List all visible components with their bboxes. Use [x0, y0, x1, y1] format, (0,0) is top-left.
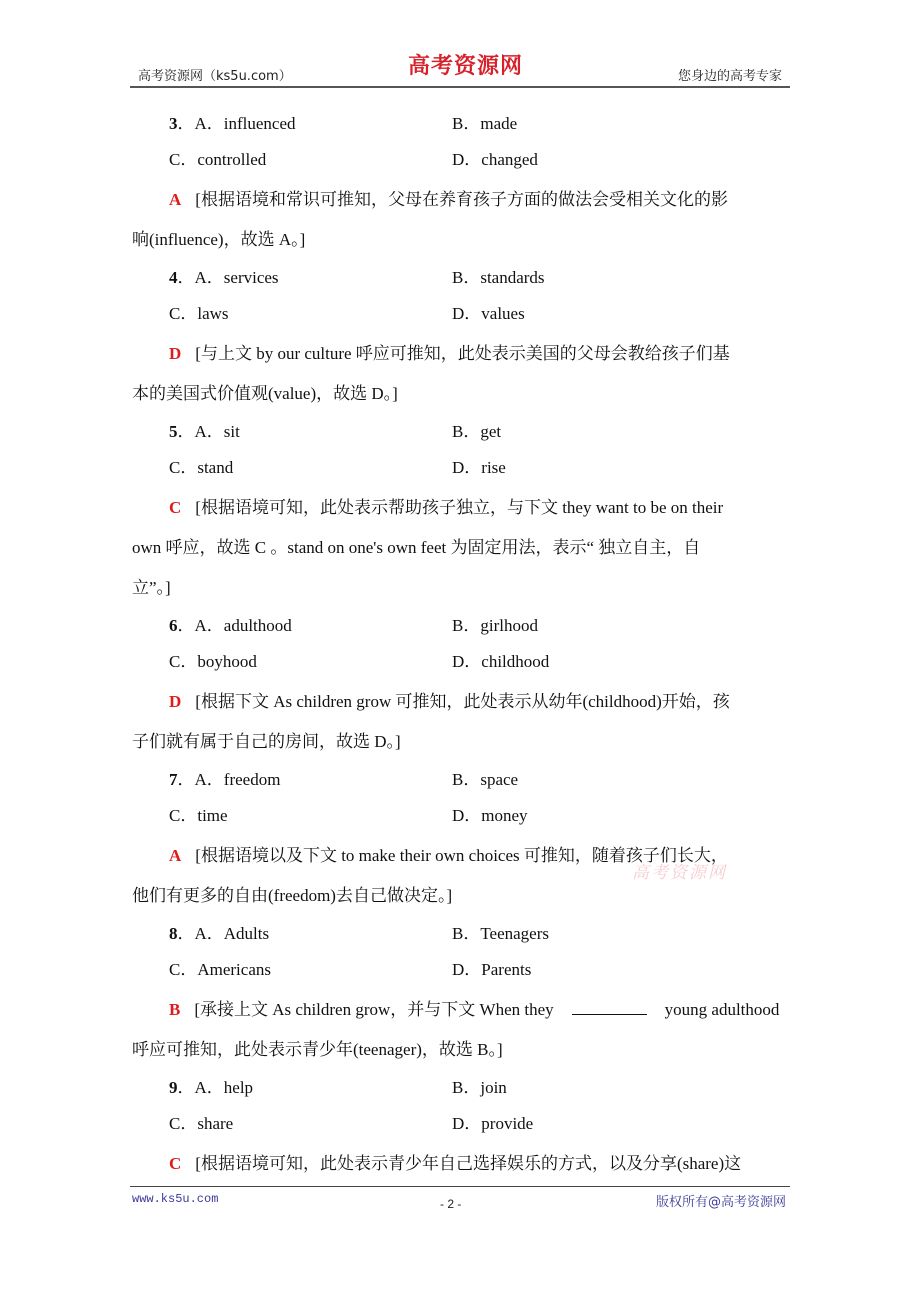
answer-explanation	[132, 488, 792, 608]
number-separator: ．	[177, 1078, 195, 1097]
option-text: boyhood	[197, 652, 257, 671]
option-label: D．	[452, 806, 482, 825]
option-label: A．	[194, 616, 224, 635]
options-row-cd	[132, 298, 792, 334]
options-row-ab	[132, 262, 792, 298]
question-9	[132, 1072, 792, 1184]
option-b	[452, 108, 517, 140]
option-d	[452, 452, 506, 484]
answer-explanation	[132, 1144, 792, 1184]
option-a	[169, 610, 292, 642]
option-label: D．	[452, 458, 482, 477]
option-label: C．	[169, 304, 198, 323]
option-b	[452, 262, 545, 294]
option-c	[169, 452, 233, 484]
explanation-line: 立”。]	[132, 578, 171, 597]
explanation-line: 本的美国式价值观(value)，故选 D。]	[132, 384, 398, 403]
option-label: B．	[452, 1078, 481, 1097]
option-text: space	[480, 770, 519, 789]
option-label: C．	[169, 806, 198, 825]
option-text: Adults	[223, 924, 270, 943]
options-row-ab	[132, 764, 792, 800]
watermark: 高考资源网	[632, 863, 727, 883]
question-4	[132, 262, 792, 414]
option-a	[169, 262, 279, 294]
question-5	[132, 416, 792, 608]
option-label: A．	[194, 924, 224, 943]
option-label: C．	[169, 960, 198, 979]
option-b	[452, 1072, 507, 1104]
header-slogan: 您身边的高考专家	[677, 69, 782, 84]
option-label: A．	[194, 422, 224, 441]
explanation-line	[132, 990, 792, 1030]
options-row-ab	[132, 416, 792, 452]
options-row-cd	[132, 452, 792, 488]
option-label: B．	[452, 268, 481, 287]
option-text: help	[223, 1078, 254, 1097]
question-6	[132, 610, 792, 762]
answer-key: A	[169, 846, 182, 865]
answer-key: C	[169, 498, 182, 517]
option-a	[169, 1072, 253, 1104]
option-label: D．	[452, 960, 482, 979]
option-label: C．	[169, 1114, 198, 1133]
option-b	[452, 918, 549, 950]
answer-explanation	[132, 990, 792, 1070]
option-c	[169, 954, 271, 986]
number-separator: ．	[177, 770, 195, 789]
question-number: 7	[169, 770, 178, 789]
option-text: Parents	[481, 960, 532, 979]
explanation-line	[132, 1144, 792, 1184]
option-text: get	[480, 422, 502, 441]
options-row-cd	[132, 144, 792, 180]
explanation-line: 呼应可推知，此处表示青少年(teenager)，故选 B。]	[132, 1040, 503, 1059]
option-text: controlled	[197, 150, 267, 169]
option-text: girlhood	[480, 616, 538, 635]
answer-key: D	[169, 344, 182, 363]
explanation-text: [根据语境以及下文 to make their own choices 可推知，随着孩子们长大，	[195, 846, 728, 865]
option-text: adulthood	[223, 616, 292, 635]
number-separator: ．	[177, 114, 195, 133]
option-text: share	[197, 1114, 234, 1133]
explanation-line: 响(influence)，故选 A。]	[132, 230, 306, 249]
option-text: standards	[480, 268, 545, 287]
number-separator: ．	[177, 268, 195, 287]
explanation-text: [承接上文 As children grow，并与下文 When they	[194, 1000, 554, 1019]
footer-copyright: 版权所有@高考资源网	[655, 1195, 786, 1210]
option-label: B．	[452, 616, 481, 635]
explanation-line	[132, 488, 792, 528]
option-label: B．	[452, 924, 481, 943]
explanation-line: own 呼应，故选 C 。stand on one's own feet 为固定用法，表示“ 独立自主，自	[132, 538, 701, 557]
option-label: D．	[452, 1114, 482, 1133]
option-label: D．	[452, 652, 482, 671]
answer-explanation	[132, 180, 792, 260]
answer-key: C	[169, 1154, 182, 1173]
option-text: Teenagers	[480, 924, 549, 943]
option-label: B．	[452, 770, 481, 789]
explanation-text: [与上文 by our culture 呼应可推知，此处表示美国的父母会教给孩子们基	[195, 344, 730, 363]
explanation-line	[132, 682, 792, 722]
option-c	[169, 144, 266, 176]
explanation-line	[132, 334, 792, 374]
option-text: made	[480, 114, 518, 133]
option-d	[452, 800, 528, 832]
answer-key: B	[169, 1000, 181, 1019]
answer-key: A	[169, 190, 182, 209]
option-label: C．	[169, 652, 198, 671]
explanation-text: [根据下文 As children grow 可推知，此处表示从幼年(childhood)开始，孩	[195, 692, 730, 711]
question-3	[132, 108, 792, 260]
option-label: A．	[194, 1078, 224, 1097]
question-list	[132, 108, 792, 1186]
number-separator: ．	[177, 924, 195, 943]
options-row-cd	[132, 800, 792, 836]
option-text: laws	[197, 304, 229, 323]
explanation-line: 子们就有属于自己的房间，故选 D。]	[132, 732, 401, 751]
option-label: C．	[169, 150, 198, 169]
answer-explanation	[132, 334, 792, 414]
number-separator: ．	[177, 422, 195, 441]
option-label: D．	[452, 304, 482, 323]
explanation-text: [根据语境可知，此处表示帮助孩子独立，与下文 they want to be on their	[195, 498, 724, 517]
option-label: B．	[452, 114, 481, 133]
option-a	[169, 416, 240, 448]
options-row-cd	[132, 646, 792, 682]
question-number: 4	[169, 268, 178, 287]
options-row-ab	[132, 108, 792, 144]
option-c	[169, 800, 228, 832]
question-number: 5	[169, 422, 178, 441]
fill-in-blank	[572, 1000, 647, 1015]
option-b	[452, 416, 501, 448]
option-text: stand	[197, 458, 234, 477]
header-logo: 高考资源网	[408, 53, 524, 79]
option-c	[169, 298, 229, 330]
footer-divider	[130, 1186, 790, 1187]
option-a	[169, 918, 269, 950]
option-text: freedom	[223, 770, 281, 789]
option-b	[452, 610, 538, 642]
explanation-text: young adulthood	[664, 1000, 780, 1019]
page-number: - 2 -	[440, 1197, 462, 1211]
option-text: money	[481, 806, 528, 825]
question-7	[132, 764, 792, 916]
question-number: 9	[169, 1078, 178, 1097]
explanation-line: 他们有更多的自由(freedom)去自己做决定。]	[132, 886, 453, 905]
option-label: A．	[194, 770, 224, 789]
question-number: 3	[169, 114, 178, 133]
options-row-ab	[132, 1072, 792, 1108]
option-a	[169, 764, 280, 796]
option-text: childhood	[481, 652, 550, 671]
question-8	[132, 918, 792, 1070]
answer-key: D	[169, 692, 182, 711]
option-text: services	[223, 268, 279, 287]
option-c	[169, 646, 257, 678]
option-d	[452, 144, 538, 176]
options-row-ab	[132, 918, 792, 954]
option-c	[169, 1108, 233, 1140]
number-separator: ．	[177, 616, 195, 635]
options-row-cd	[132, 954, 792, 990]
option-text: join	[480, 1078, 507, 1097]
explanation-line	[132, 180, 792, 220]
header-divider	[130, 86, 790, 88]
question-number: 8	[169, 924, 178, 943]
option-d	[452, 954, 531, 986]
options-row-ab	[132, 610, 792, 646]
option-d	[452, 298, 525, 330]
option-text: rise	[481, 458, 506, 477]
options-row-cd	[132, 1108, 792, 1144]
option-text: influenced	[223, 114, 296, 133]
question-number: 6	[169, 616, 178, 635]
option-a	[169, 108, 296, 140]
option-label: B．	[452, 422, 481, 441]
option-text: sit	[223, 422, 240, 441]
option-label: C．	[169, 458, 198, 477]
header-site-name: 高考资源网（ks5u.com）	[138, 69, 292, 84]
option-text: provide	[481, 1114, 534, 1133]
explanation-text: [根据语境可知，此处表示青少年自己选择娱乐的方式，以及分享(share)这	[195, 1154, 742, 1173]
option-label: D．	[452, 150, 482, 169]
option-text: values	[481, 304, 525, 323]
page-header	[130, 52, 790, 88]
option-label: A．	[194, 114, 224, 133]
option-text: Americans	[197, 960, 271, 979]
option-text: changed	[481, 150, 538, 169]
option-b	[452, 764, 518, 796]
footer-url: www.ks5u.com	[132, 1192, 219, 1206]
option-text: time	[197, 806, 228, 825]
option-d	[452, 646, 549, 678]
option-d	[452, 1108, 533, 1140]
answer-explanation	[132, 682, 792, 762]
explanation-text: [根据语境和常识可推知，父母在养育孩子方面的做法会受相关文化的影	[195, 190, 728, 209]
option-label: A．	[194, 268, 224, 287]
